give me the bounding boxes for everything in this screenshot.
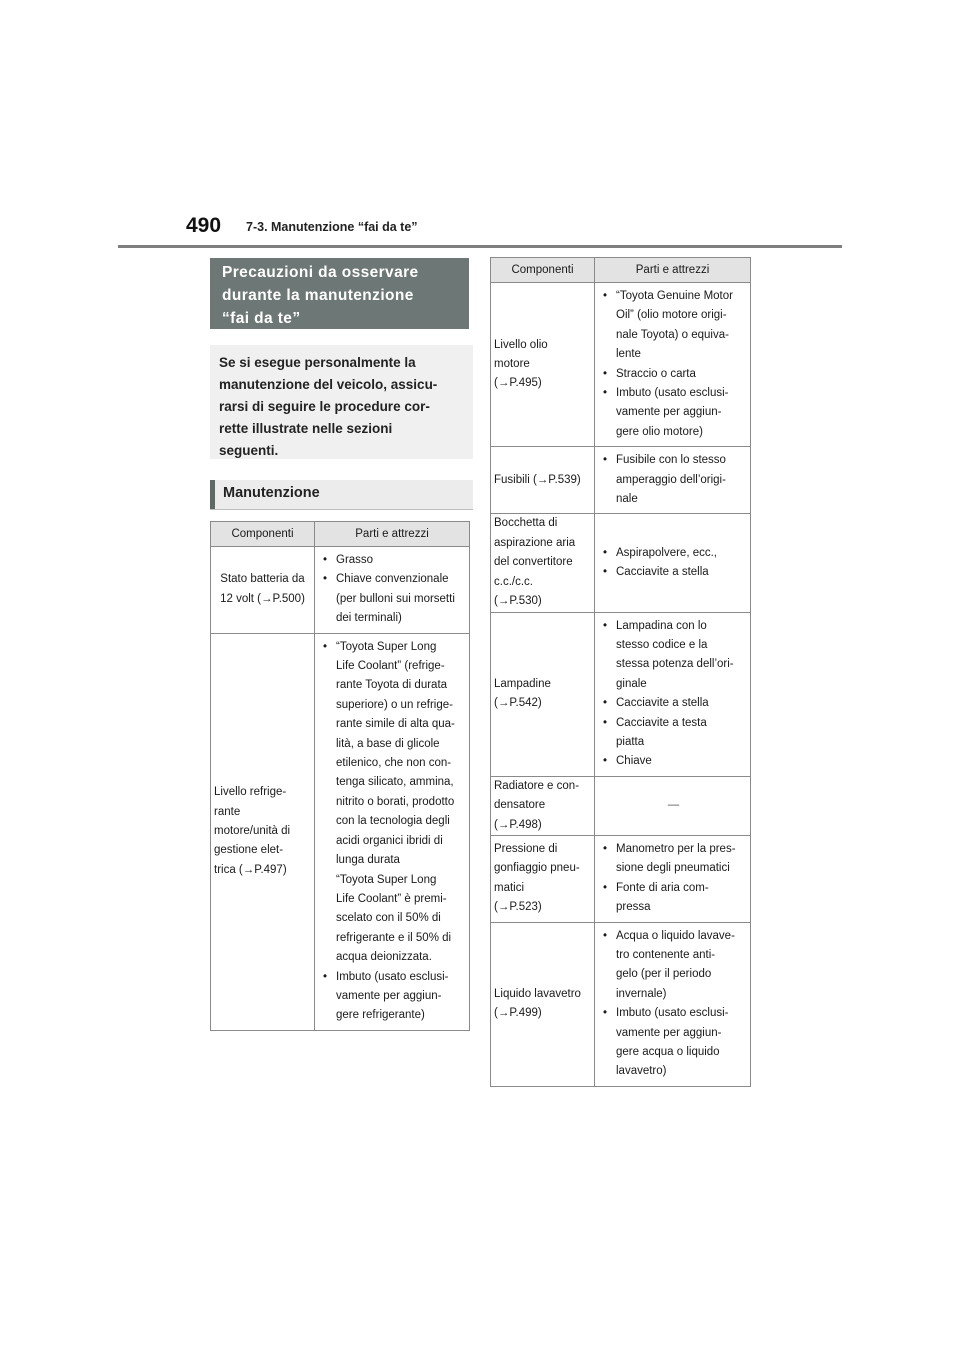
parts-cell [595, 447, 751, 514]
component-cell [491, 612, 595, 776]
parts-list-item [601, 714, 746, 753]
component-line: (→P.499) [494, 1007, 542, 1020]
parts-line: pressa [616, 901, 651, 914]
header-rule [118, 245, 842, 248]
maintenance-subheading [210, 480, 473, 510]
component-cell [491, 514, 595, 612]
parts-list [601, 617, 746, 772]
parts-list-item [321, 570, 465, 628]
col-header-components: Componenti [211, 522, 315, 547]
component-line: gonfiaggio pneu- [494, 862, 580, 875]
parts-line: acidi organici ibridi di [336, 834, 443, 847]
parts-list [601, 927, 746, 1082]
maintenance-subheading-text: Manutenzione [223, 485, 320, 501]
component-line: (→P.523) [494, 901, 542, 914]
parts-line: • Imbuto (usato esclusi- [336, 970, 449, 983]
intro-text [219, 352, 467, 462]
parts-line: stessa potenza dell’ori- [616, 658, 734, 671]
parts-list-item [601, 879, 746, 918]
intro-line: rarsi di seguire le procedure cor- [219, 399, 430, 414]
parts-line: sione degli pneumatici [616, 862, 730, 875]
component-cell [491, 283, 595, 447]
col-header-parts: Parti e attrezzi [315, 522, 470, 547]
parts-line: nitrito o borati, prodotto [336, 795, 455, 808]
component-line: del convertitore [494, 556, 573, 569]
parts-list-item [601, 287, 746, 365]
parts-line: • Imbuto (usato esclusi- [616, 1007, 729, 1020]
heading-line: durante la manutenzione [222, 287, 414, 304]
parts-list-item [321, 551, 465, 570]
component-line: (→P.542) [494, 697, 542, 710]
component-line: 12 volt (→P.500) [220, 592, 305, 605]
subheading-accent-bar [210, 480, 215, 509]
parts-line: rante Toyota di durata [336, 679, 448, 692]
parts-line: • Lampadina con lo [616, 619, 707, 632]
component-line: gestione elet- [214, 844, 284, 857]
parts-cell [595, 835, 751, 922]
parts-list-item [601, 544, 746, 563]
parts-list [321, 638, 465, 1026]
parts-line: • Acqua o liquido lavave- [616, 929, 735, 942]
parts-cell [595, 514, 751, 612]
intro-box [210, 345, 473, 459]
parts-line: refrigerante e il 50% di [336, 931, 452, 944]
parts-line: • Chiave convenzionale [336, 573, 449, 586]
component-line: Liquido lavavetro [494, 987, 581, 1000]
parts-line: rante simile di alta qua- [336, 718, 455, 731]
page-number: 490 [186, 214, 222, 237]
parts-line: • Grasso [336, 554, 374, 566]
parts-line: stesso codice e la [616, 638, 708, 651]
parts-line: Life Coolant” (refrige- [336, 660, 445, 673]
parts-line: • Aspirapolvere, ecc., [616, 546, 717, 559]
component-line: Bocchetta di [494, 517, 558, 530]
component-line: matici [494, 881, 525, 894]
intro-line: Se si esegue personalmente la [219, 355, 416, 370]
component-line: Fusibili (→P.539) [494, 473, 581, 486]
parts-line: • Chiave [616, 755, 652, 768]
parts-line: invernale) [616, 987, 667, 1000]
table-row [491, 922, 751, 1086]
parts-list [321, 551, 465, 629]
maintenance-table-right [490, 257, 751, 1087]
component-line: densatore [494, 799, 546, 812]
parts-line: nale [616, 493, 638, 506]
component-line: (→P.530) [494, 595, 542, 608]
parts-list-item [601, 384, 746, 442]
parts-line: (per bulloni sui morsetti [336, 592, 455, 605]
parts-line: lunga durata [336, 854, 400, 867]
parts-line: tenga silicato, ammina, [336, 776, 454, 789]
component-line: Stato batteria da [220, 573, 305, 586]
parts-line: • Fusibile con lo stesso [616, 454, 726, 467]
intro-line: seguenti. [219, 443, 279, 458]
precautions-heading-text [222, 261, 462, 330]
component-line: Lampadine [494, 677, 551, 690]
component-line: Livello refrige- [214, 786, 287, 799]
table-row [211, 633, 470, 1030]
parts-list-item [321, 968, 465, 1026]
parts-list-item [601, 617, 746, 695]
parts-line: • Straccio o carta [616, 367, 696, 380]
parts-list-item [601, 1004, 746, 1082]
component-line: Pressione di [494, 842, 558, 855]
parts-cell [595, 776, 751, 835]
component-cell [491, 835, 595, 922]
parts-line: lità, a base di glicole [336, 737, 440, 750]
parts-cell [595, 612, 751, 776]
table-body [211, 547, 470, 1031]
parts-line: • Cacciavite a testa [616, 716, 707, 729]
parts-line: superiore) o un refrige- [336, 698, 453, 711]
parts-line: ginale [616, 677, 647, 690]
parts-line: vamente per aggiun- [616, 1026, 722, 1039]
parts-line: piatta [616, 735, 645, 748]
table-body [491, 283, 751, 1087]
not-applicable-dash: — [667, 799, 680, 812]
table-header-row [491, 258, 751, 283]
table-header-row [211, 522, 470, 547]
parts-line: gelo (per il periodo [616, 968, 712, 981]
parts-line: acqua deionizzata. [336, 951, 432, 964]
table-row [491, 514, 751, 612]
component-cell [491, 922, 595, 1086]
parts-list-item [601, 451, 746, 509]
component-cell [491, 447, 595, 514]
maintenance-table-left [210, 521, 470, 1031]
col-header-parts: Parti e attrezzi [595, 258, 751, 283]
parts-line: • Cacciavite a stella [616, 697, 709, 710]
parts-line: tro contenente anti- [616, 949, 716, 961]
parts-line: • Imbuto (usato esclusi- [616, 387, 729, 400]
component-line: motore [494, 357, 530, 370]
parts-line: • “Toyota Super Long [336, 640, 437, 653]
parts-list [601, 840, 746, 918]
parts-cell [315, 633, 470, 1030]
parts-line: gere acqua o liquido [616, 1046, 720, 1059]
component-cell [491, 776, 595, 835]
parts-list [601, 287, 746, 442]
parts-list-item [601, 563, 746, 582]
table-row [491, 283, 751, 447]
table-row [211, 547, 470, 634]
parts-cell [315, 547, 470, 634]
parts-line: • Manometro per la pres- [616, 842, 736, 855]
parts-line: scelato con il 50% di [336, 912, 441, 925]
table-row [491, 835, 751, 922]
heading-line: “fai da te” [222, 310, 301, 327]
parts-line: • “Toyota Genuine Motor [616, 290, 733, 302]
table-row [491, 612, 751, 776]
parts-line: vamente per aggiun- [336, 989, 442, 1002]
parts-cell [595, 922, 751, 1086]
component-line: (→P.498) [494, 818, 542, 831]
parts-line: gere refrigerante) [336, 1009, 425, 1022]
parts-line: amperaggio dell’origi- [616, 473, 726, 486]
parts-line: • Cacciavite a stella [616, 565, 709, 578]
parts-line: dei terminali) [336, 612, 402, 625]
parts-list-item [601, 927, 746, 1005]
precautions-heading [210, 258, 469, 329]
heading-line: Precauzioni da osservare [222, 264, 419, 281]
intro-line: rette illustrate nelle sezioni [219, 421, 393, 436]
component-line: rante [214, 805, 241, 818]
parts-list-item [601, 840, 746, 879]
parts-line: gere olio motore) [616, 425, 703, 438]
component-line: Livello olio [494, 338, 548, 351]
component-line: trica (→P.497) [214, 863, 287, 876]
parts-list [601, 451, 746, 509]
parts-cell [595, 283, 751, 447]
parts-list-item [601, 752, 746, 771]
parts-line: nale Toyota) o equiva- [616, 328, 729, 341]
parts-list-item [601, 365, 746, 384]
parts-line: “Toyota Super Long [336, 873, 437, 886]
parts-list-item [321, 638, 465, 968]
parts-line: lavavetro) [616, 1065, 667, 1078]
intro-line: manutenzione del veicolo, assicu- [219, 377, 438, 392]
col-header-components: Componenti [491, 258, 595, 283]
parts-line: Life Coolant” è premi- [336, 892, 447, 905]
parts-line: Oil” (olio motore origi- [616, 309, 727, 322]
component-cell [211, 633, 315, 1030]
parts-line: • Fonte di aria com- [616, 881, 709, 894]
component-line: c.c./c.c. [494, 575, 533, 588]
parts-line: lente [616, 348, 641, 361]
parts-line: etilenico, che non con- [336, 757, 452, 770]
component-line: Radiatore e con- [494, 779, 580, 792]
parts-line: vamente per aggiun- [616, 406, 722, 419]
table-row [491, 776, 751, 835]
parts-list-item [601, 694, 746, 713]
component-line: aspirazione aria [494, 536, 576, 549]
parts-list [601, 544, 746, 583]
component-cell [211, 547, 315, 634]
parts-line: con la tecnologia degli [336, 815, 450, 828]
section-title: 7-3. Manutenzione “fai da te” [246, 220, 418, 234]
table-row [491, 447, 751, 514]
component-line: motore/unità di [214, 824, 291, 837]
component-line: (→P.495) [494, 377, 542, 390]
